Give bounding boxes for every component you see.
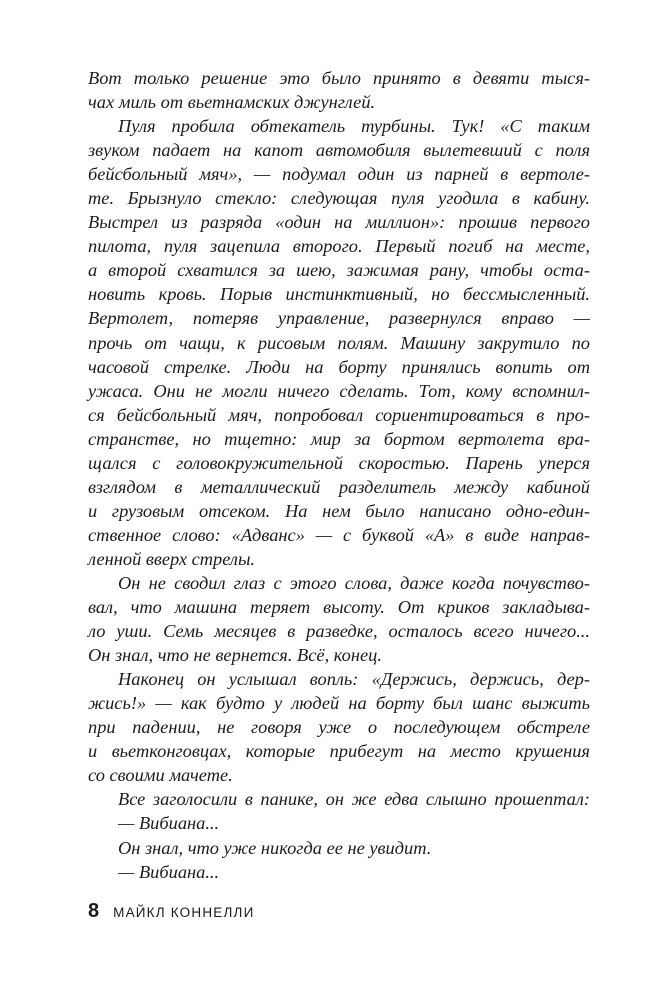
text-line: со своими мачете. [88,765,233,786]
text-line: Все заголосили в панике, он же едва слышно прошептал: [118,789,590,810]
text-line: Наконец он услышал вопль: «Держись, держись, дер- [118,669,590,690]
text-line: чах миль от вьетнамских джунглей. [88,92,376,113]
text-line: Вот только решение это было принято в девяти тыся- [88,68,590,88]
text-line: Вертолет, потеряв управление, развернулся вправо — [88,308,590,329]
text-line: ленной вверх стрелы. [88,548,256,569]
text-line: странстве, но тщетно: мир за бортом вертолета вра- [88,428,590,449]
text-line: — Вибиана... [118,861,220,882]
text-line: ужаса. Они не могли ничего сделать. Тот, кому вспомнил- [88,380,590,401]
text-line: щался с головокружительной скоростью. Парень уперся [88,452,590,473]
text-line: и вьетконговцах, которые прибегут на место крушения [88,741,590,762]
page-footer [88,900,255,923]
text-line: ся бейсбольный мяч, попробовал сориентироваться в про- [88,404,590,425]
text-line: новить кровь. Порыв инстинктивный, но бессмысленный. [88,284,590,305]
running-head-author: МАЙКЛ КОННЕЛЛИ [113,905,255,920]
text-line: звуком падает на капот автомобиля вылетевший с поля [88,140,590,161]
text-line: и грузовым отсеком. На нем было написано одно-един- [88,500,590,521]
text-line: ло уши. Семь месяцев в разведке, осталось всего ничего... [88,621,590,642]
text-line: вал, что машина теряет высоту. От криков закладыва- [88,597,590,618]
text-line: те. Брызнуло стекло: следующая пуля угодила в кабину. [88,188,590,209]
text-line: бейсбольный мяч», — подумал один из парней в вертоле- [88,164,590,185]
text-line: при падении, не говоря уже о последующем обстреле [88,717,590,738]
body-text [88,66,590,884]
text-line: ственное слово: «Адванс» — с буквой «А» в виде направ- [88,524,590,545]
page-number: 8 [88,900,100,922]
text-line: жись!» — как будто у людей на борту был шанс выжить [88,693,590,714]
text-line: Он знал, что уже никогда ее не увидит. [118,837,432,858]
text-line: Он знал, что не вернется. Всё, конец. [88,645,382,666]
text-line: Выстрел из разряда «один на миллион»: прошив первого [88,212,590,233]
text-line: — Вибиана... [118,813,220,834]
text-line: прочь от чащи, к рисовым полям. Машину закрутило по [88,332,590,353]
text-line: Он не сводил глаз с этого слова, даже когда почувство- [118,572,590,593]
text-line: Пуля пробила обтекатель турбины. Тук! «С таким [118,116,590,137]
text-line: взглядом в металлический разделитель между кабиной [88,476,590,497]
text-line: а второй схватился за шею, зажимая рану, чтобы оста- [88,260,590,281]
text-line: пилота, пуля зацепила второго. Первый погиб на месте, [88,236,590,257]
text-line: часовой стрелке. Люди на борту принялись вопить от [88,356,590,377]
